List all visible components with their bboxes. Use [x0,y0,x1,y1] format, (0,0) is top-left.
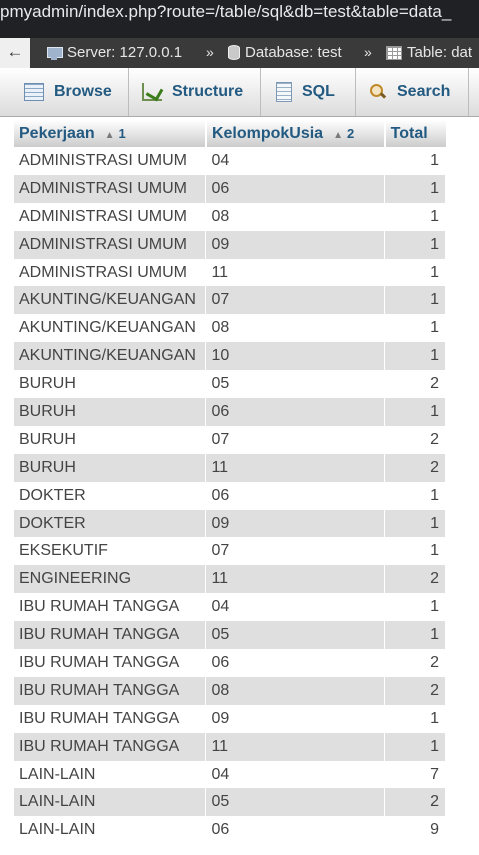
breadcrumb-database[interactable] [228,44,342,61]
cell-kelompokusia: 07 [206,426,385,454]
cell-kelompokusia: 09 [206,231,385,259]
table-row[interactable] [14,510,446,538]
cell-total: 1 [385,510,446,538]
cell-pekerjaan: BURUH [14,398,206,426]
cell-total: 1 [385,398,446,426]
cell-kelompokusia: 04 [206,593,385,621]
cell-total: 1 [385,537,446,565]
sort-order-number: 1 [118,125,126,141]
cell-total: 1 [385,231,446,259]
tab-browse[interactable] [12,68,129,116]
sql-icon [276,82,292,102]
cell-pekerjaan: LAIN-LAIN [14,816,206,844]
cell-total: 1 [385,286,446,314]
sort-order-number: 2 [346,125,355,141]
cell-kelompokusia: 08 [206,677,385,705]
cell-total: 2 [385,649,446,677]
tab-search-label: Search [397,83,451,100]
table-row[interactable] [14,621,446,649]
back-arrow-icon[interactable]: ← [0,38,30,68]
cell-total: 7 [385,761,446,789]
cell-kelompokusia: 08 [206,314,385,342]
cell-kelompokusia: 05 [206,621,385,649]
cell-pekerjaan: LAIN-LAIN [14,788,206,816]
table-row[interactable] [14,649,446,677]
cell-pekerjaan: BURUH [14,454,206,482]
cell-kelompokusia: 06 [206,175,385,203]
address-bar[interactable] [0,0,479,38]
cell-total: 1 [385,482,446,510]
column-header-total[interactable] [385,120,446,147]
cell-pekerjaan: ADMINISTRASI UMUM [14,203,206,231]
cell-total: 2 [385,565,446,593]
results-table [14,120,446,844]
breadcrumb [0,38,479,68]
table-row[interactable] [14,147,446,175]
column-header-label: KelompokUsia [211,124,324,142]
table-row[interactable] [14,705,446,733]
url-text: pmyadmin/index.php?route=/table/sql&db=test&table=data_ [0,2,452,21]
cell-kelompokusia: 05 [206,788,385,816]
breadcrumb-server[interactable] [46,44,182,61]
cell-total: 2 [385,370,446,398]
cell-pekerjaan: IBU RUMAH TANGGA [14,733,206,761]
cell-total: 2 [385,454,446,482]
column-header-kelompokusia[interactable] [206,120,385,147]
tab-sql-label: SQL [302,83,335,100]
cell-kelompokusia: 11 [206,565,385,593]
cell-kelompokusia: 05 [206,370,385,398]
table-row[interactable] [14,342,446,370]
cell-total: 2 [385,426,446,454]
search-icon [369,83,387,101]
database-icon [228,45,240,60]
column-header-label: Total [390,124,428,142]
cell-kelompokusia: 09 [206,705,385,733]
table-row[interactable] [14,398,446,426]
table-row[interactable] [14,426,446,454]
tab-structure[interactable] [130,68,261,116]
cell-pekerjaan: AKUNTING/KEUANGAN [14,314,206,342]
cell-kelompokusia: 06 [206,482,385,510]
breadcrumb-separator: » [364,44,372,60]
cell-kelompokusia: 11 [206,733,385,761]
cell-total: 2 [385,788,446,816]
cell-pekerjaan: IBU RUMAH TANGGA [14,593,206,621]
cell-total: 1 [385,259,446,287]
cell-pekerjaan: AKUNTING/KEUANGAN [14,342,206,370]
cell-pekerjaan: ADMINISTRASI UMUM [14,147,206,175]
browse-icon [24,83,44,101]
tab-browse-label: Browse [54,83,112,100]
table-body [14,147,446,844]
cell-pekerjaan: ADMINISTRASI UMUM [14,231,206,259]
cell-pekerjaan: DOKTER [14,510,206,538]
cell-kelompokusia: 10 [206,342,385,370]
breadcrumb-separator: » [206,44,214,60]
structure-icon [142,83,162,101]
cell-pekerjaan: ADMINISTRASI UMUM [14,175,206,203]
cell-kelompokusia: 07 [206,286,385,314]
cell-pekerjaan: IBU RUMAH TANGGA [14,677,206,705]
table-row[interactable] [14,761,446,789]
table-header-row [14,120,446,147]
cell-kelompokusia: 06 [206,398,385,426]
cell-kelompokusia: 09 [206,510,385,538]
cell-kelompokusia: 06 [206,816,385,844]
cell-pekerjaan: ADMINISTRASI UMUM [14,259,206,287]
server-icon [46,46,62,60]
breadcrumb-table-label: Table: dat [407,44,473,61]
table-row[interactable] [14,259,446,287]
sort-ascending-icon: ▲ [104,129,115,141]
sort-ascending-icon: ▲ [333,129,343,141]
cell-total: 9 [385,816,446,844]
table-row[interactable] [14,788,446,816]
cell-pekerjaan: IBU RUMAH TANGGA [14,649,206,677]
breadcrumb-database-label: Database: test [245,44,342,61]
breadcrumb-table[interactable] [386,44,472,61]
cell-kelompokusia: 11 [206,259,385,287]
breadcrumb-server-label: Server: 127.0.0.1 [67,44,183,61]
column-header-label: Pekerjaan [19,124,95,142]
table-row[interactable] [14,677,446,705]
table-row[interactable] [14,593,446,621]
cell-total: 1 [385,621,446,649]
table-row[interactable] [14,286,446,314]
table-row[interactable] [14,816,446,844]
cell-kelompokusia: 06 [206,649,385,677]
cell-total: 1 [385,593,446,621]
cell-kelompokusia: 07 [206,537,385,565]
table-row[interactable] [14,175,446,203]
cell-total: 1 [385,705,446,733]
tab-sql[interactable] [262,68,356,116]
cell-total: 2 [385,677,446,705]
tab-structure-label: Structure [172,83,244,100]
cell-total: 1 [385,175,446,203]
cell-kelompokusia: 08 [206,203,385,231]
cell-pekerjaan: DOKTER [14,482,206,510]
cell-total: 1 [385,342,446,370]
tab-bar [0,68,479,117]
cell-kelompokusia: 04 [206,147,385,175]
tab-search[interactable] [357,68,469,116]
table-row[interactable] [14,454,446,482]
table-row[interactable] [14,733,446,761]
table-row[interactable] [14,537,446,565]
column-header-pekerjaan[interactable] [14,120,206,147]
cell-kelompokusia: 04 [206,761,385,789]
cell-pekerjaan: EKSEKUTIF [14,537,206,565]
table-row[interactable] [14,203,446,231]
table-row[interactable] [14,231,446,259]
cell-pekerjaan: BURUH [14,370,206,398]
cell-total: 1 [385,147,446,175]
table-icon [386,46,402,60]
cell-pekerjaan: AKUNTING/KEUANGAN [14,286,206,314]
cell-pekerjaan: ENGINEERING [14,565,206,593]
table-row[interactable] [14,482,446,510]
cell-total: 1 [385,733,446,761]
cell-pekerjaan: IBU RUMAH TANGGA [14,621,206,649]
cell-pekerjaan: IBU RUMAH TANGGA [14,705,206,733]
cell-total: 1 [385,314,446,342]
cell-kelompokusia: 11 [206,454,385,482]
cell-total: 1 [385,203,446,231]
cell-pekerjaan: LAIN-LAIN [14,761,206,789]
table-row[interactable] [14,370,446,398]
cell-pekerjaan: BURUH [14,426,206,454]
table-row[interactable] [14,565,446,593]
table-row[interactable] [14,314,446,342]
